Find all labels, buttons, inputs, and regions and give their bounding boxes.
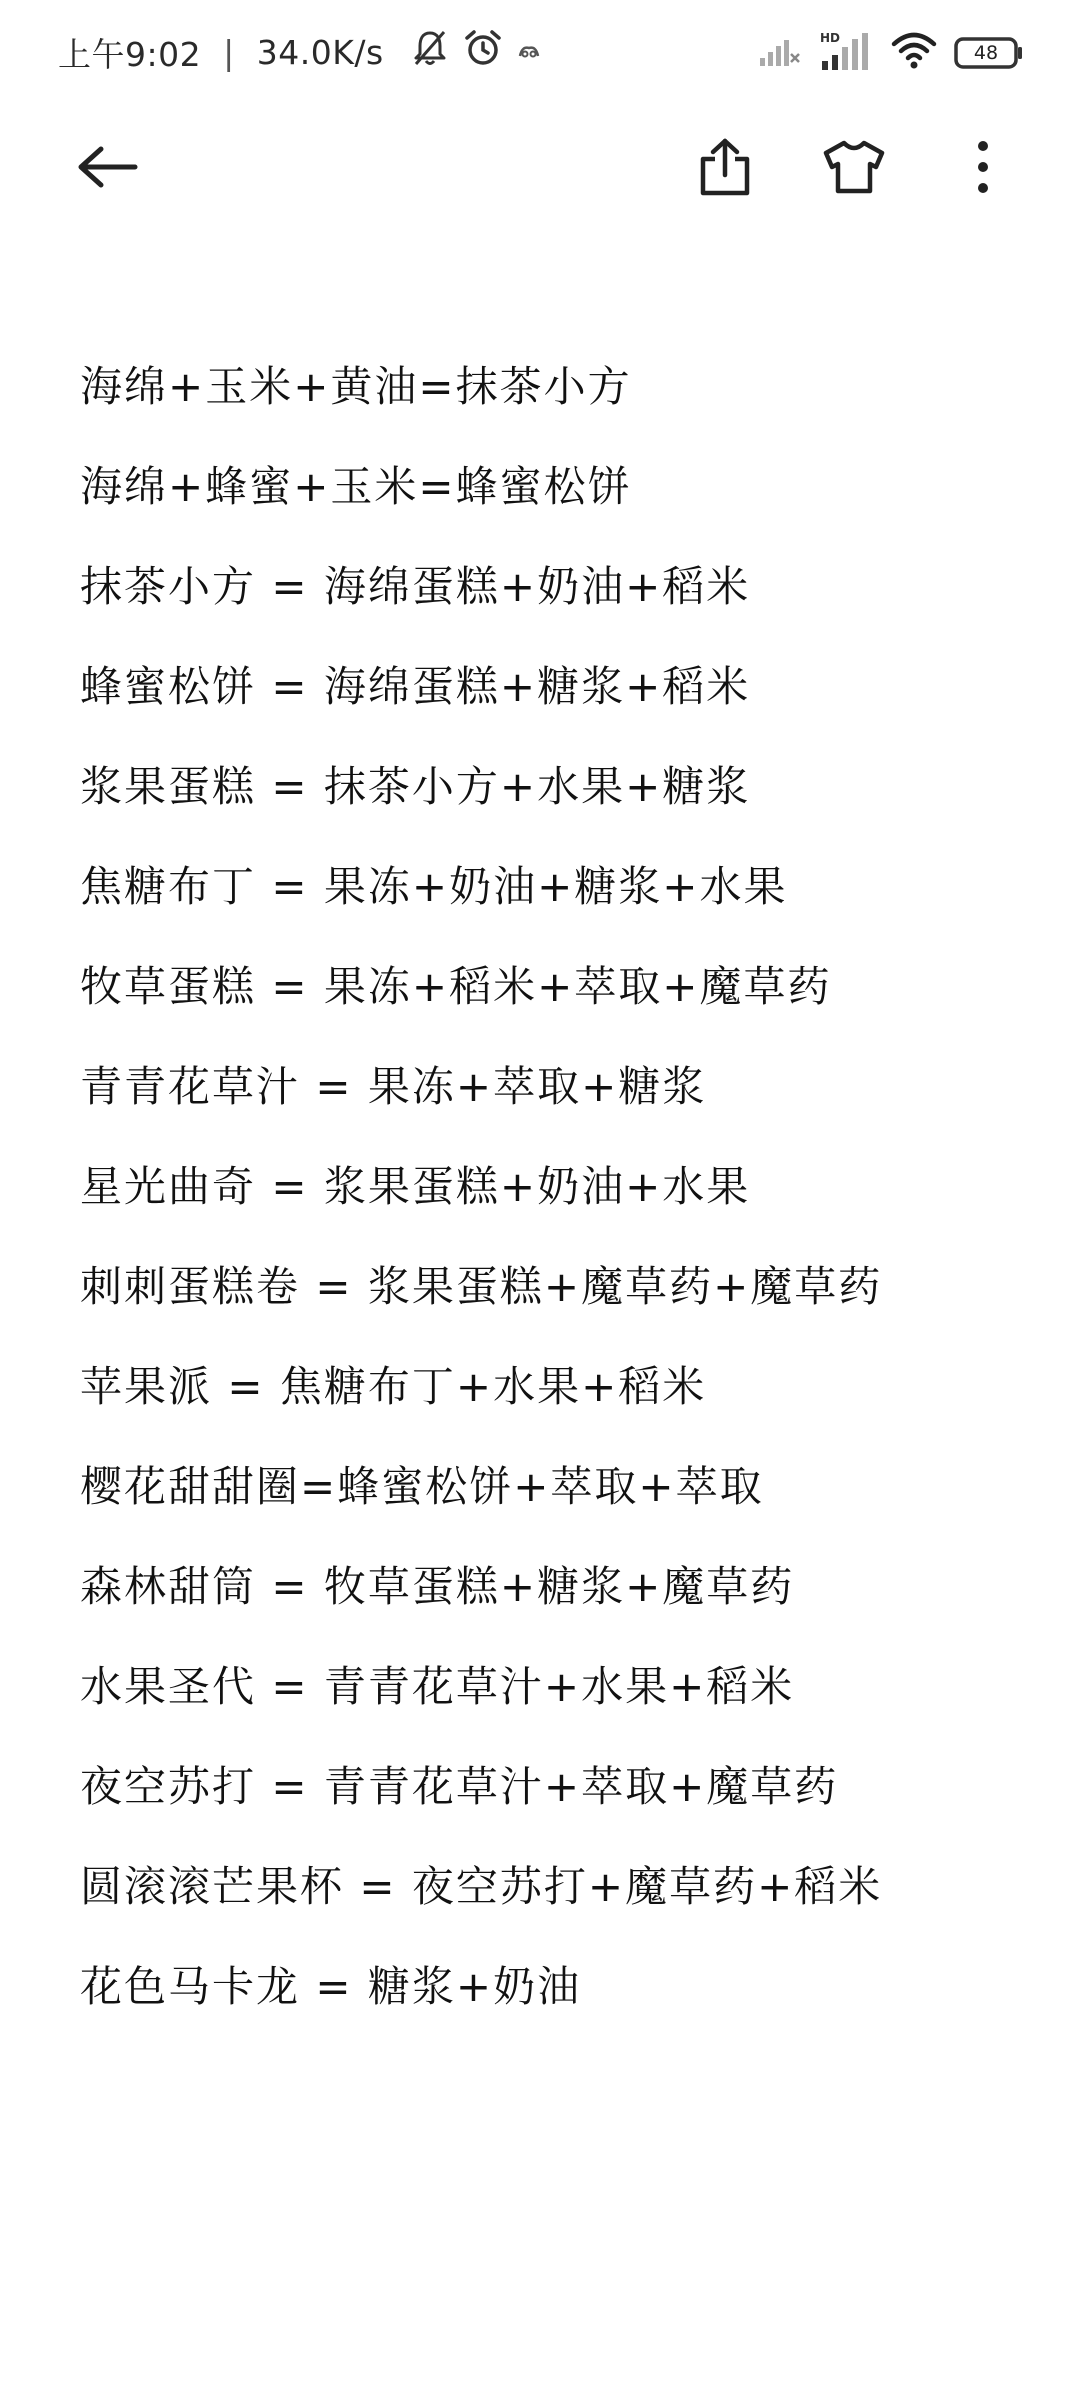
note-line: 浆果蛋糕 = 抹茶小方+水果+糖浆	[80, 762, 751, 811]
note-line: 牧草蛋糕 = 果冻+稻米+萃取+魔草药	[80, 962, 832, 1011]
note-line: 海绵+蜂蜜+玉米=蜂蜜松饼	[80, 462, 632, 511]
note-line: 刺刺蛋糕卷 = 浆果蛋糕+魔草药+魔草药	[80, 1262, 883, 1311]
theme-button[interactable]	[817, 130, 891, 204]
more-vertical-icon	[973, 139, 993, 195]
note-line: 青青花草汁 = 果冻+萃取+糖浆	[80, 1062, 707, 1111]
note-line: 蜂蜜松饼 = 海绵蛋糕+糖浆+稻米	[80, 662, 751, 711]
theme-shirt-icon	[822, 139, 886, 195]
signal-hd-icon	[818, 31, 874, 75]
status-left	[58, 28, 542, 76]
note-line: 海绵+玉米+黄油=抹茶小方	[80, 362, 632, 411]
status-bar	[0, 0, 1080, 104]
note-line: 水果圣代 = 青青花草汁+水果+稻米	[80, 1662, 795, 1711]
app-notification-icon	[516, 33, 542, 72]
bell-muted-icon	[410, 28, 450, 76]
status-time: 上午9:02	[58, 34, 202, 74]
share-icon	[697, 137, 753, 197]
battery-level: 48	[973, 42, 999, 64]
note-content[interactable]	[80, 352, 1040, 2052]
note-line: 苹果派 = 焦糖布丁+水果+稻米	[80, 1362, 707, 1411]
note-toolbar	[0, 110, 1080, 220]
note-line: 焦糖布丁 = 果冻+奶油+糖浆+水果	[80, 862, 788, 911]
back-button[interactable]	[70, 130, 144, 204]
share-button[interactable]	[688, 130, 762, 204]
note-line: 抹茶小方 = 海绵蛋糕+奶油+稻米	[80, 562, 751, 611]
note-line: 星光曲奇 = 浆果蛋糕+奶油+水果	[80, 1162, 751, 1211]
status-separator: |	[223, 32, 235, 72]
note-line: 圆滚滚芒果杯 = 夜空苏打+魔草药+稻米	[80, 1862, 883, 1911]
note-line: 夜空苏打 = 青青花草汁+萃取+魔草药	[80, 1762, 839, 1811]
back-arrow-icon	[75, 143, 139, 191]
alarm-clock-icon	[462, 27, 504, 77]
note-line: 森林甜筒 = 牧草蛋糕+糖浆+魔草药	[80, 1562, 795, 1611]
hd-label: HD	[820, 31, 841, 45]
network-speed: 34.0K/s	[256, 32, 384, 72]
note-line: 樱花甜甜圈=蜂蜜松饼+萃取+萃取	[80, 1462, 764, 1511]
wifi-icon	[890, 32, 938, 74]
note-line: 花色马卡龙 = 糖浆+奶油	[80, 1962, 582, 2011]
signal-sim2-icon	[758, 34, 802, 72]
battery-icon	[954, 36, 1024, 70]
more-options-button[interactable]	[946, 130, 1020, 204]
status-right	[742, 28, 1024, 78]
